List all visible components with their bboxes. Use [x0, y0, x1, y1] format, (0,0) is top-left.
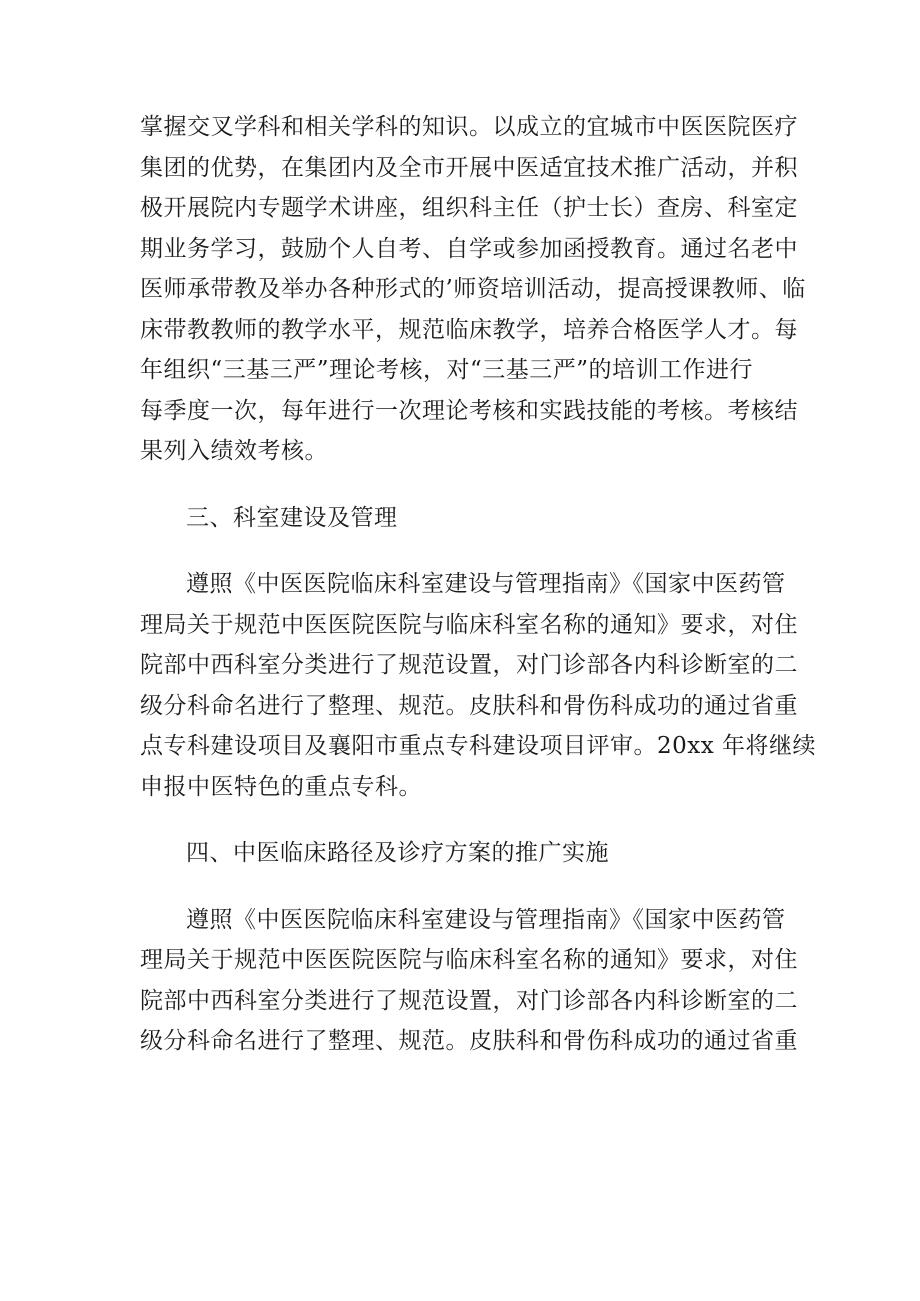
paragraph-line: 申报中医特色的重点专科。	[140, 773, 422, 800]
paragraph-line: 极开展院内专题学术讲座，组织科主任（护士长）查房、科室定	[140, 195, 798, 221]
paragraph-training	[140, 107, 806, 472]
paragraph-line: 每季度一次，每年进行一次理论考核和实践技能的考核。考核结	[140, 397, 798, 424]
paragraph-line: 遵照《中医医院临床科室建设与管理指南》《国家中医药管	[186, 906, 786, 933]
paragraph-line: 遵照《中医医院临床科室建设与管理指南》《国家中医药管	[186, 571, 786, 597]
paragraph-line: 床带教教师的教学水平，规范临床教学，培养合格医学人才。每	[140, 316, 798, 343]
paragraph-line: 院部中西科室分类进行了规范设置，对门诊部各内科诊断室的二	[140, 987, 798, 1014]
paragraph-line: 理局关于规范中医医院医院与临床科室名称的通知》要求，对住	[140, 947, 798, 973]
paragraph-spacer	[140, 538, 790, 564]
section-heading-clinical-pathway	[140, 833, 790, 874]
paragraph-line: 集团的优势，在集团内及全市开展中医适宜技术推广活动，并积	[140, 154, 798, 181]
paragraph-department-building	[140, 564, 817, 807]
paragraph-clinical-pathway	[140, 900, 798, 1062]
paragraph-spacer	[140, 807, 790, 833]
document-body	[140, 107, 817, 1062]
paragraph-line: 年组织“三基三严”理论考核，对“三基三严”的培训工作进行	[140, 357, 754, 383]
paragraph-line: 点专科建设项目及襄阳市重点专科建设项目评审。20xx 年将继续	[140, 733, 817, 759]
paragraph-line: 果列入绩效考核。	[140, 438, 328, 464]
paragraph-line: 级分科命名进行了整理、规范。皮肤科和骨伤科成功的通过省重	[140, 1028, 798, 1054]
paragraph-line: 医师承带教及举办各种形式的’师资培训活动，提高授课教师、临	[140, 276, 806, 302]
paragraph-line: 掌握交叉学科和相关学科的知识。以成立的宜城市中医医院医疗	[140, 114, 798, 140]
section-heading: 四、中医临床路径及诊疗方案的推广实施	[186, 840, 609, 866]
paragraph-line: 级分科命名进行了整理、规范。皮肤科和骨伤科成功的通过省重	[140, 692, 798, 719]
paragraph-line: 期业务学习，鼓励个人自考、自学或参加函授教育。通过名老中	[140, 235, 798, 262]
paragraph-spacer	[140, 472, 790, 498]
paragraph-line: 院部中西科室分类进行了规范设置，对门诊部各内科诊断室的二	[140, 652, 798, 678]
paragraph-line: 理局关于规范中医医院医院与临床科室名称的通知》要求，对住	[140, 611, 798, 638]
section-heading: 三、科室建设及管理	[186, 504, 398, 531]
section-heading-department-building	[140, 498, 790, 539]
paragraph-spacer	[140, 874, 790, 900]
